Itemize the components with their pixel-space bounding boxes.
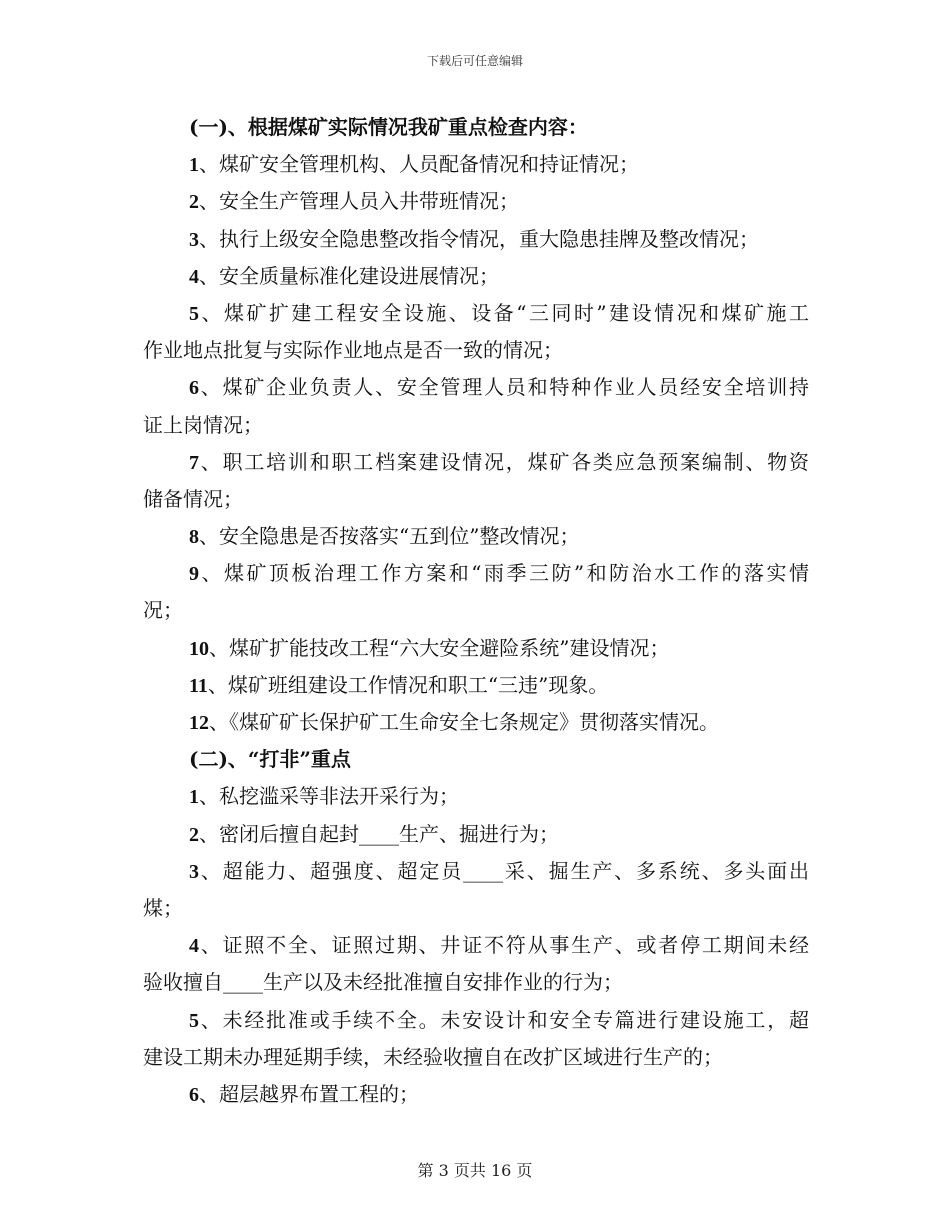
page-footer: 第 3 页共 16 页	[417, 1161, 533, 1180]
list-item-line	[143, 258, 809, 295]
list-item-line	[143, 630, 809, 667]
item-text: 煤；	[143, 895, 183, 920]
item-text: 、煤矿扩建工程安全设施、设备“三同时”建设情况和煤矿施工	[199, 300, 809, 325]
item-text: 、职工培训和职工档案建设情况，煤矿各类应急预案编制、物资	[199, 449, 809, 474]
item-text: 、执行上级安全隐患整改指令情况，重大隐患挂牌及整改情况；	[199, 226, 759, 251]
section-heading-2: (二)、“打非”重点	[189, 747, 351, 772]
section-1-list	[143, 146, 809, 741]
item-text: 、安全生产管理人员入井带班情况；	[199, 189, 519, 214]
item-text: 、安全质量标准化建设进展情况；	[199, 263, 499, 288]
list-item-line	[143, 964, 809, 1001]
item-number: 4	[189, 935, 199, 958]
list-item-line	[143, 853, 809, 890]
item-number: 12	[189, 712, 209, 734]
item-number: 2	[189, 191, 199, 214]
item-text: 、安全隐患是否按落实“五到位”整改情况；	[199, 524, 580, 549]
item-number: 11	[189, 674, 208, 697]
list-item-line	[143, 704, 809, 741]
item-number: 4	[189, 265, 199, 288]
list-item-line	[143, 369, 809, 406]
item-number: 3	[189, 228, 199, 251]
item-number: 7	[189, 451, 199, 474]
item-text: 作业地点批复与实际作业地点是否一致的情况；	[143, 338, 563, 363]
item-text: 、密闭后擅自起封____生产、掘进行为；	[199, 821, 559, 846]
section-2-list	[143, 778, 809, 1113]
item-text: 储备情况；	[143, 486, 243, 511]
list-item-line	[143, 1039, 809, 1076]
item-number: 2	[189, 823, 199, 846]
item-number: 5	[189, 302, 199, 325]
item-number: 3	[189, 860, 199, 883]
item-number: 9	[189, 563, 199, 586]
item-text: 、煤矿扩能技改工程“六大安全避险系统”建设情况；	[209, 635, 670, 660]
item-number: 8	[189, 526, 199, 549]
list-item-line	[143, 667, 809, 704]
item-text: 、超层越界布置工程的；	[199, 1081, 419, 1106]
list-item-line	[143, 1076, 809, 1113]
item-number: 5	[189, 1009, 199, 1032]
list-item-line	[143, 778, 809, 815]
item-number: 1	[189, 154, 199, 177]
item-text: 、煤矿企业负责人、安全管理人员和特种作业人员经安全培训持	[199, 375, 809, 400]
list-item-line	[143, 146, 809, 183]
item-text: 、证照不全、证照过期、井证不符从事生产、或者停工期间未经	[199, 933, 809, 958]
list-item-line	[143, 444, 809, 481]
item-text: 、未经批准或手续不全。未安设计和安全专篇进行建设施工，超	[199, 1007, 809, 1032]
list-item-line	[143, 555, 809, 592]
item-number: 6	[189, 1083, 199, 1106]
item-text: 况；	[143, 598, 183, 623]
list-item-line	[143, 183, 809, 220]
item-text: 、煤矿顶板治理工作方案和“雨季三防”和防治水工作的落实情	[199, 561, 809, 586]
list-item-line	[143, 816, 809, 853]
list-item-line	[143, 481, 809, 518]
list-item-line	[143, 1002, 809, 1039]
list-item-line	[143, 295, 809, 332]
list-item-line	[143, 518, 809, 555]
list-item-line	[143, 407, 809, 444]
item-text: 、煤矿安全管理机构、人员配备情况和持证情况；	[199, 152, 639, 177]
item-text: 、煤矿班组建设工作情况和职工“三违”现象。	[207, 672, 609, 697]
page-header: 下载后可任意编辑	[426, 54, 523, 68]
item-text: 建设工期未办理延期手续，未经验收擅自在改扩区域进行生产的；	[143, 1044, 723, 1069]
list-item-line	[143, 592, 809, 629]
list-item-line	[143, 927, 809, 964]
item-text: 、超能力、超强度、超定员____采、掘生产、多系统、多头面出	[199, 858, 809, 883]
list-item-line	[143, 890, 809, 927]
list-item-line	[143, 332, 809, 369]
item-text: 、私挖滥采等非法开采行为；	[199, 784, 459, 809]
item-text: 证上岗情况；	[143, 412, 263, 437]
item-number: 6	[189, 377, 199, 400]
item-number: 10	[189, 637, 209, 660]
item-number: 1	[189, 786, 199, 809]
item-text: 验收擅自____生产以及未经批准擅自安排作业的行为；	[143, 970, 623, 995]
document-body	[143, 109, 809, 1113]
list-item-line	[143, 221, 809, 258]
item-text: 、《煤矿矿长保护矿工生命安全七条规定》贯彻落实情况。	[209, 710, 719, 734]
section-heading-1: (一)、根据煤矿实际情况我矿重点检查内容：	[189, 115, 588, 139]
